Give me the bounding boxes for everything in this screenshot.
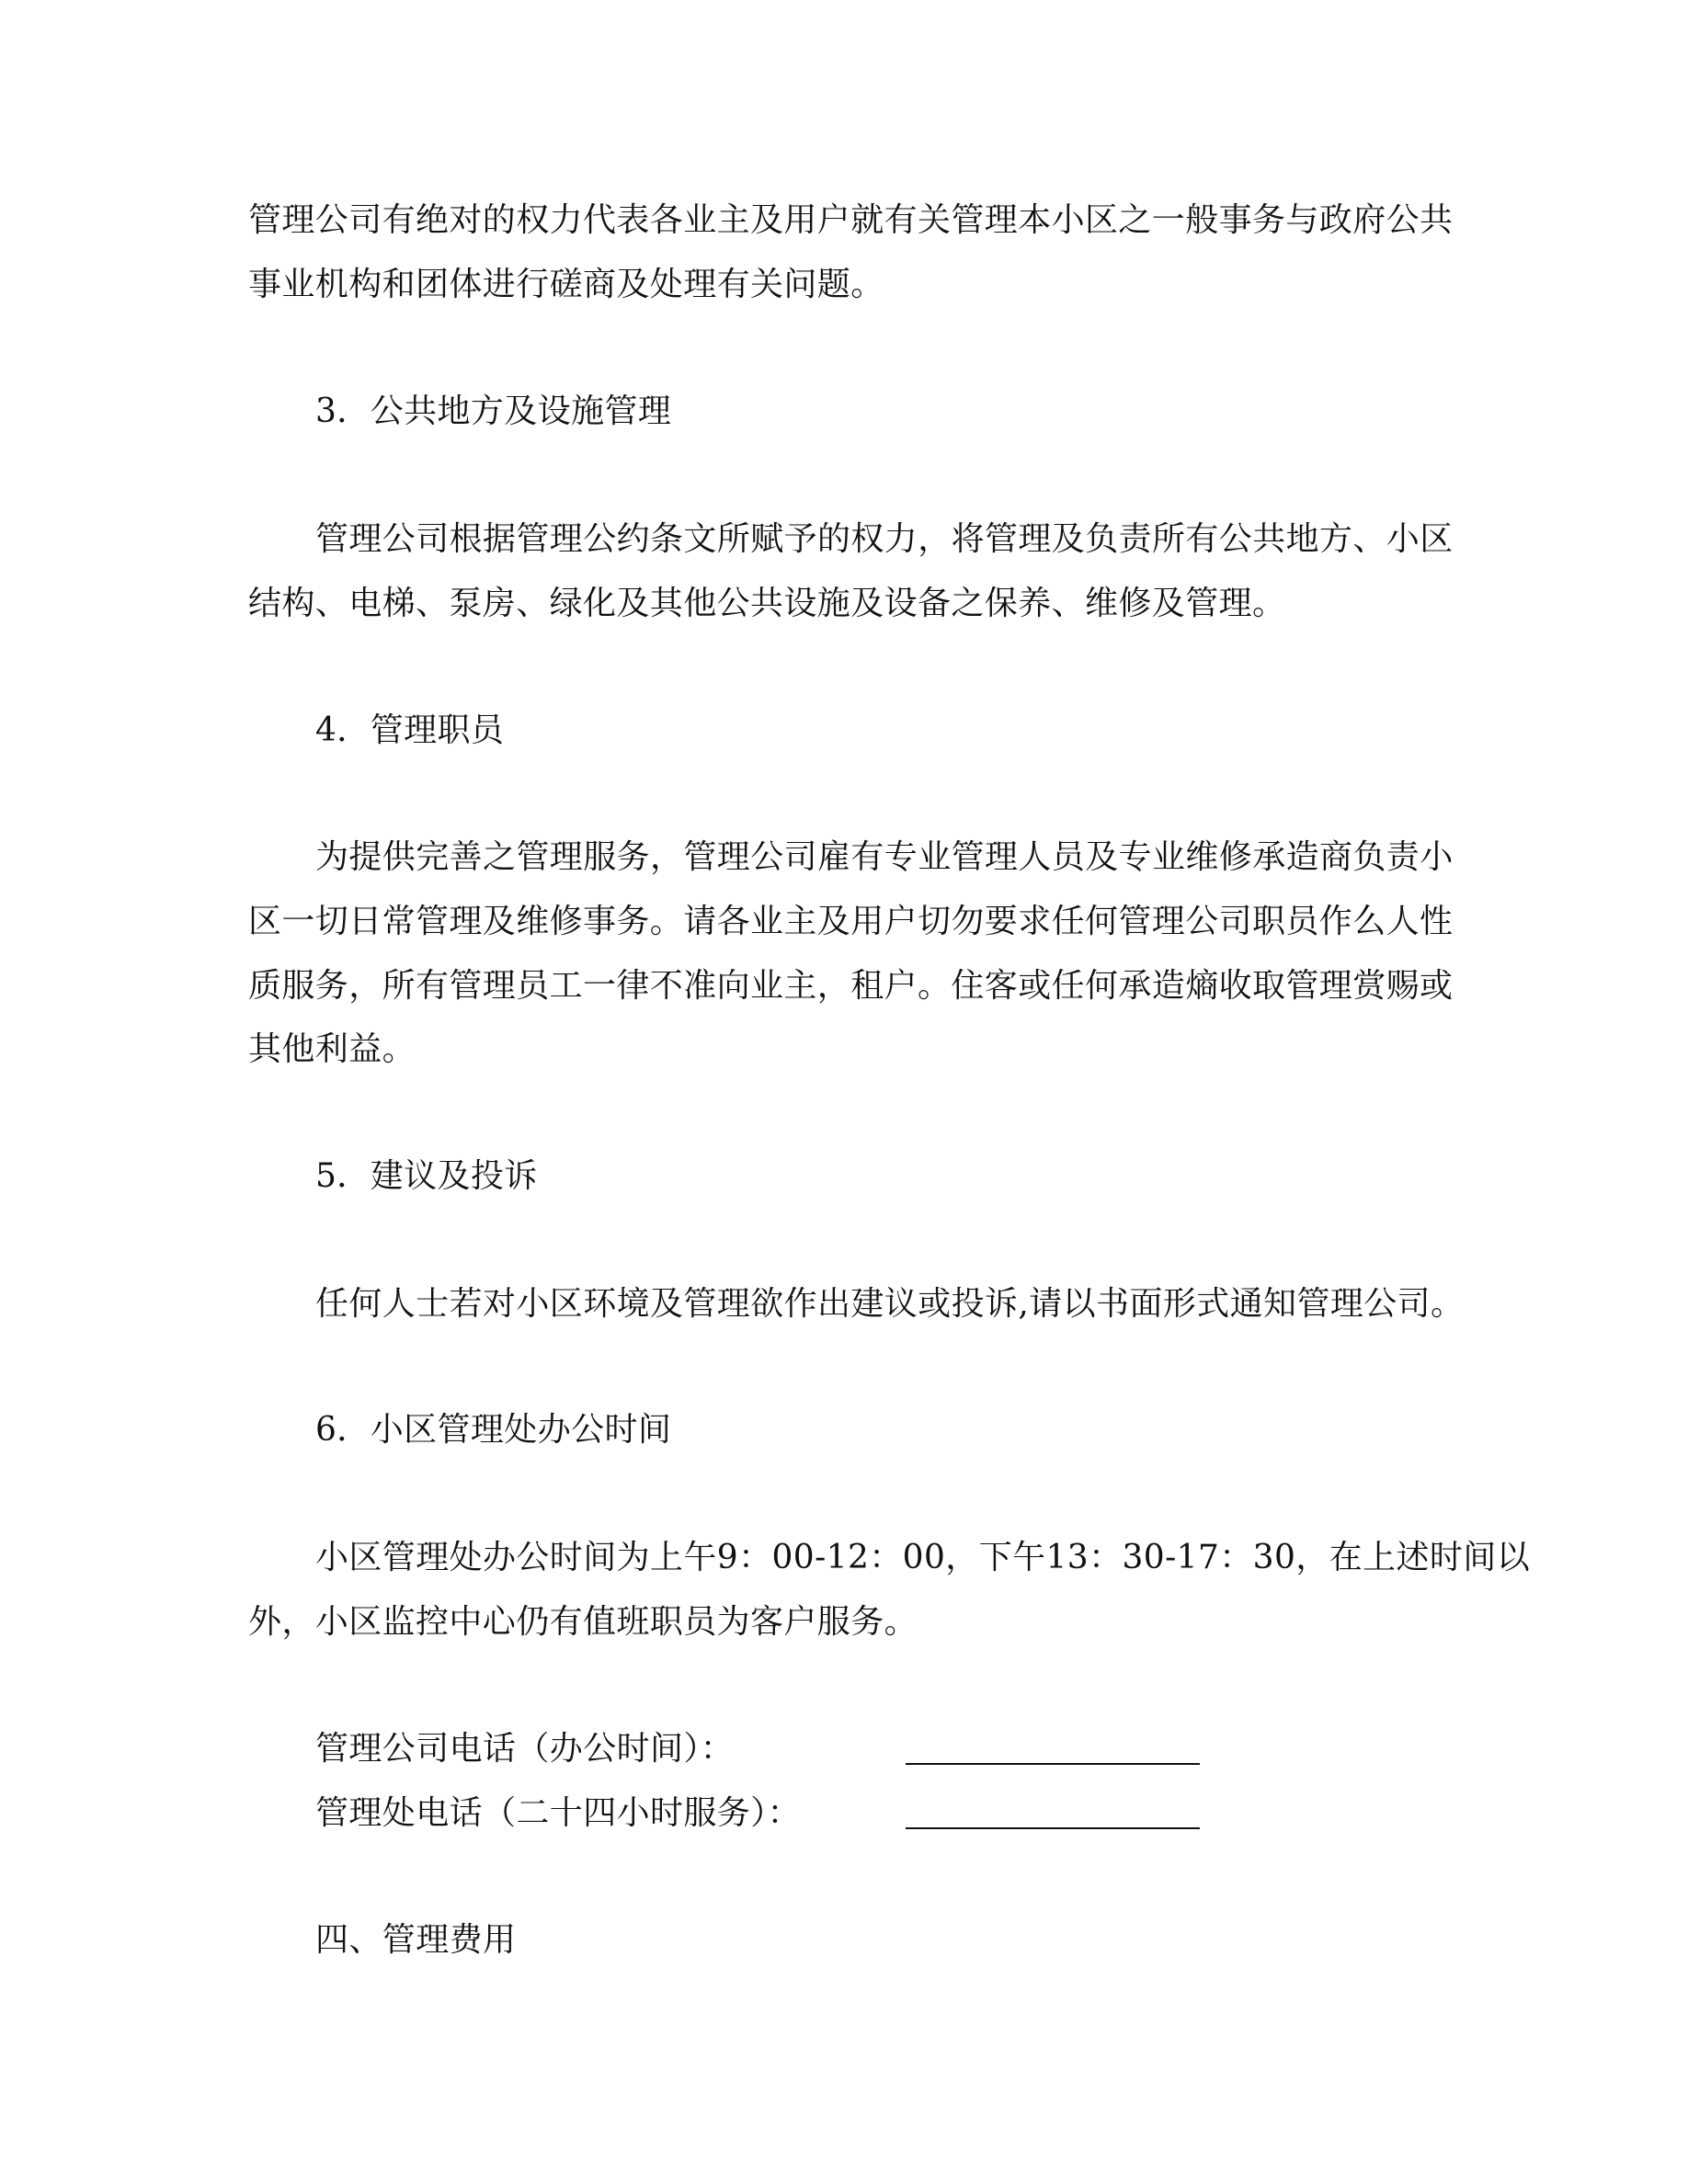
office-phone-label: 管理公司电话（办公时间）： xyxy=(315,1730,735,1768)
service-phone-label: 管理处电话（二十四小时服务）： xyxy=(315,1794,802,1832)
paragraph-4-line-4: 其他利益。 xyxy=(248,1030,416,1068)
paragraph-3-line-2: 结构、电梯、泵房、绿化及其他公共设施及设备之保养、维修及管理。 xyxy=(248,585,1286,622)
section-4-heading: 4．管理职员 xyxy=(315,711,505,749)
paragraph-4-line-2: 区一切日常管理及维修事务。请各业主及用户切勿要求任何管理公司职员作么人性 xyxy=(248,903,1454,940)
paragraph-1-line-2: 事业机构和团体进行磋商及处理有关问题。 xyxy=(248,266,884,303)
paragraph-3-line-1: 管理公司根据管理公约条文所赋予的权力，将管理及负责所有公共地方、小区 xyxy=(315,520,1454,558)
section-5-heading: 5．建议及投诉 xyxy=(315,1157,538,1195)
paragraph-4-line-3: 质服务，所有管理员工一律不准向业主，租户。住客或任何承造熵收取管理赏赐或 xyxy=(248,967,1454,1005)
paragraph-5-line-1: 任何人士若对小区环境及管理欲作出建议或投诉,请以书面形式通知管理公司。 xyxy=(315,1285,1465,1323)
service-phone-blank xyxy=(906,1827,1200,1829)
section-3-heading: 3．公共地方及设施管理 xyxy=(315,392,672,430)
paragraph-1-line-1: 管理公司有绝对的权力代表各业主及用户就有关管理本小区之一般事务与政府公共 xyxy=(248,201,1454,239)
paragraph-4-line-1: 为提供完善之管理服务，管理公司雇有专业管理人员及专业维修承造商负责小 xyxy=(315,838,1454,876)
paragraph-6-line-1: 小区管理处办公时间为上午9：00-12：00，下午13：30-17：30，在上述时间以 xyxy=(315,1539,1531,1576)
paragraph-6-line-2: 外，小区监控中心仍有值班职员为客户服务。 xyxy=(248,1603,918,1641)
office-phone-blank xyxy=(906,1763,1200,1765)
section-4-management-fee-heading: 四、管理费用 xyxy=(315,1921,517,1959)
section-6-heading: 6．小区管理处办公时间 xyxy=(315,1411,672,1449)
